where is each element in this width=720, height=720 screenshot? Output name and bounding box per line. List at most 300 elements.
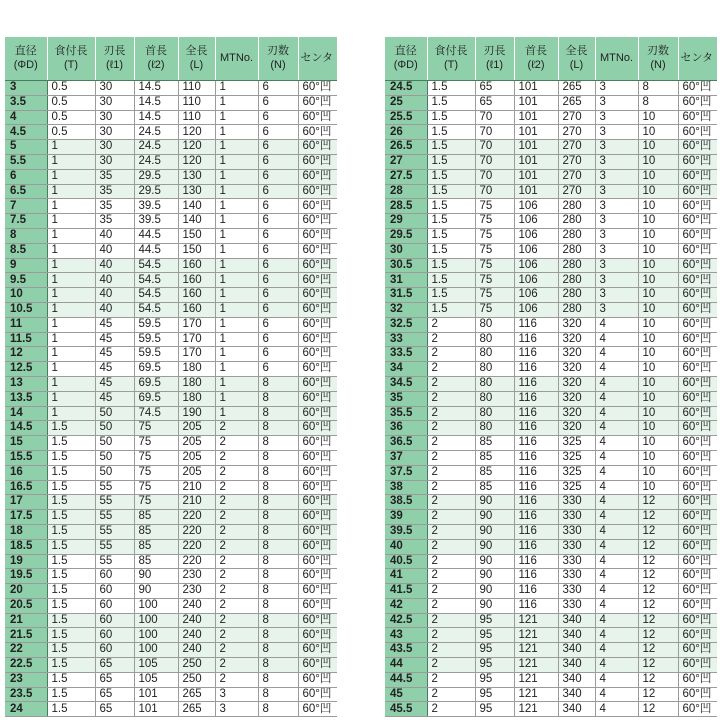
- cell-flute-count: 10: [638, 169, 678, 184]
- cell-mt-no: 1: [215, 199, 258, 214]
- cell-flute-length: 45: [95, 317, 134, 332]
- cell-flute-count: 6: [258, 125, 298, 140]
- cell-flute-count: 8: [258, 510, 298, 525]
- cell-chamfer-length: 1: [47, 258, 95, 273]
- cell-mt-no: 4: [595, 332, 638, 347]
- cell-mt-no: 4: [595, 480, 638, 495]
- cell-flute-length: 55: [95, 539, 134, 554]
- cell-flute-count: 12: [638, 658, 678, 673]
- cell-mt-no: 2: [215, 524, 258, 539]
- table-row: [385, 628, 717, 643]
- cell-diameter: 33: [385, 332, 427, 347]
- cell-center: 60°凹: [298, 406, 337, 421]
- cell-chamfer-length: 1: [47, 154, 95, 169]
- cell-mt-no: 3: [215, 702, 258, 717]
- cell-flute-length: 55: [95, 524, 134, 539]
- cell-overall-length: 320: [558, 347, 595, 362]
- table-row: [385, 140, 717, 155]
- cell-neck-length: 44.5: [134, 228, 178, 243]
- cell-chamfer-length: 0.5: [47, 81, 95, 96]
- cell-chamfer-length: 2: [427, 495, 475, 510]
- table-row: [385, 480, 717, 495]
- cell-mt-no: 1: [215, 317, 258, 332]
- cell-overall-length: 210: [178, 495, 215, 510]
- cell-diameter: 8: [5, 228, 47, 243]
- cell-chamfer-length: 2: [427, 584, 475, 599]
- cell-overall-length: 330: [558, 598, 595, 613]
- cell-flute-length: 30: [95, 140, 134, 155]
- cell-chamfer-length: 2: [427, 406, 475, 421]
- cell-diameter: 40.5: [385, 554, 427, 569]
- col-header-chamfer-length: 食付長 (T): [427, 37, 475, 81]
- cell-chamfer-length: 2: [427, 598, 475, 613]
- cell-neck-length: 75: [134, 480, 178, 495]
- cell-flute-length: 90: [475, 569, 514, 584]
- cell-chamfer-length: 2: [427, 332, 475, 347]
- table-row: [5, 554, 337, 569]
- cell-mt-no: 4: [595, 702, 638, 717]
- cell-flute-count: 12: [638, 524, 678, 539]
- cell-flute-count: 8: [258, 643, 298, 658]
- cell-center: 60°凹: [298, 154, 337, 169]
- cell-diameter: 42.5: [385, 613, 427, 628]
- table-row: [385, 450, 717, 465]
- cell-overall-length: 280: [558, 302, 595, 317]
- table-row: [5, 362, 337, 377]
- cell-center: 60°凹: [678, 288, 717, 303]
- cell-chamfer-length: 0.5: [47, 125, 95, 140]
- table-row: [5, 539, 337, 554]
- cell-center: 60°凹: [298, 495, 337, 510]
- cell-chamfer-length: 1.5: [47, 628, 95, 643]
- cell-center: 60°凹: [678, 258, 717, 273]
- cell-flute-count: 8: [258, 598, 298, 613]
- table-row: [5, 495, 337, 510]
- cell-diameter: 31.5: [385, 288, 427, 303]
- cell-center: 60°凹: [678, 480, 717, 495]
- cell-neck-length: 100: [134, 628, 178, 643]
- cell-neck-length: 59.5: [134, 332, 178, 347]
- cell-center: 60°凹: [678, 436, 717, 451]
- cell-chamfer-length: 1.5: [427, 81, 475, 96]
- cell-mt-no: 2: [215, 658, 258, 673]
- cell-flute-count: 10: [638, 465, 678, 480]
- cell-mt-no: 1: [215, 273, 258, 288]
- cell-flute-count: 10: [638, 480, 678, 495]
- cell-flute-length: 90: [475, 539, 514, 554]
- col-header-overall-length: 全長 (L): [558, 37, 595, 81]
- cell-neck-length: 29.5: [134, 184, 178, 199]
- cell-flute-count: 10: [638, 273, 678, 288]
- cell-flute-length: 85: [475, 480, 514, 495]
- cell-flute-length: 45: [95, 362, 134, 377]
- table-row: [5, 154, 337, 169]
- cell-diameter: 15.5: [5, 450, 47, 465]
- cell-flute-count: 10: [638, 125, 678, 140]
- cell-chamfer-length: 2: [427, 672, 475, 687]
- cell-overall-length: 330: [558, 524, 595, 539]
- cell-neck-length: 24.5: [134, 140, 178, 155]
- cell-mt-no: 4: [595, 347, 638, 362]
- cell-overall-length: 340: [558, 687, 595, 702]
- cell-center: 60°凹: [298, 687, 337, 702]
- cell-mt-no: 1: [215, 140, 258, 155]
- cell-flute-length: 90: [475, 554, 514, 569]
- cell-overall-length: 170: [178, 332, 215, 347]
- cell-overall-length: 220: [178, 539, 215, 554]
- cell-center: 60°凹: [298, 302, 337, 317]
- cell-overall-length: 130: [178, 169, 215, 184]
- cell-center: 60°凹: [678, 125, 717, 140]
- cell-center: 60°凹: [298, 391, 337, 406]
- cell-center: 60°凹: [298, 613, 337, 628]
- cell-chamfer-length: 1.5: [47, 569, 95, 584]
- cell-center: 60°凹: [678, 495, 717, 510]
- cell-neck-length: 69.5: [134, 391, 178, 406]
- cell-mt-no: 1: [215, 169, 258, 184]
- cell-flute-count: 10: [638, 110, 678, 125]
- cell-overall-length: 340: [558, 672, 595, 687]
- cell-chamfer-length: 1: [47, 288, 95, 303]
- cell-flute-count: 8: [258, 569, 298, 584]
- cell-flute-count: 8: [258, 539, 298, 554]
- cell-diameter: 36.5: [385, 436, 427, 451]
- cell-neck-length: 44.5: [134, 243, 178, 258]
- cell-neck-length: 116: [514, 421, 558, 436]
- cell-flute-length: 90: [475, 524, 514, 539]
- col-header-diameter: 直径 (ΦD): [385, 37, 427, 81]
- cell-chamfer-length: 1.5: [47, 465, 95, 480]
- cell-overall-length: 270: [558, 184, 595, 199]
- cell-mt-no: 3: [595, 199, 638, 214]
- cell-flute-count: 12: [638, 584, 678, 599]
- cell-flute-length: 75: [475, 243, 514, 258]
- table-row: [5, 95, 337, 110]
- cell-center: 60°凹: [298, 598, 337, 613]
- cell-neck-length: 74.5: [134, 406, 178, 421]
- cell-center: 60°凹: [298, 510, 337, 525]
- cell-mt-no: 2: [215, 613, 258, 628]
- table-row: [5, 569, 337, 584]
- cell-center: 60°凹: [678, 450, 717, 465]
- table-row: [5, 450, 337, 465]
- cell-diameter: 11: [5, 317, 47, 332]
- cell-flute-count: 8: [258, 391, 298, 406]
- cell-flute-length: 95: [475, 672, 514, 687]
- cell-flute-count: 12: [638, 672, 678, 687]
- cell-flute-count: 10: [638, 332, 678, 347]
- cell-overall-length: 160: [178, 273, 215, 288]
- cell-diameter: 41.5: [385, 584, 427, 599]
- cell-flute-count: 8: [258, 672, 298, 687]
- cell-center: 60°凹: [678, 702, 717, 717]
- cell-diameter: 45: [385, 687, 427, 702]
- table-row: [385, 288, 717, 303]
- table-row: [5, 258, 337, 273]
- cell-chamfer-length: 2: [427, 450, 475, 465]
- cell-diameter: 42: [385, 598, 427, 613]
- table-row: [5, 110, 337, 125]
- cell-mt-no: 3: [595, 140, 638, 155]
- cell-flute-length: 55: [95, 554, 134, 569]
- table-row: [385, 687, 717, 702]
- cell-flute-length: 65: [95, 672, 134, 687]
- cell-chamfer-length: 1.5: [47, 598, 95, 613]
- cell-flute-length: 50: [95, 421, 134, 436]
- table-row: [5, 643, 337, 658]
- table-row: [5, 81, 337, 96]
- cell-flute-length: 75: [475, 214, 514, 229]
- cell-diameter: 3.5: [5, 95, 47, 110]
- cell-diameter: 35.5: [385, 406, 427, 421]
- cell-flute-length: 60: [95, 598, 134, 613]
- cell-flute-count: 6: [258, 228, 298, 243]
- cell-center: 60°凹: [678, 347, 717, 362]
- cell-overall-length: 325: [558, 465, 595, 480]
- cell-flute-length: 65: [475, 81, 514, 96]
- cell-diameter: 19: [5, 554, 47, 569]
- cell-mt-no: 3: [595, 95, 638, 110]
- cell-neck-length: 116: [514, 569, 558, 584]
- table-row: [5, 228, 337, 243]
- cell-flute-count: 6: [258, 154, 298, 169]
- cell-neck-length: 85: [134, 539, 178, 554]
- cell-chamfer-length: 1.5: [427, 169, 475, 184]
- cell-neck-length: 75: [134, 495, 178, 510]
- cell-overall-length: 120: [178, 154, 215, 169]
- cell-neck-length: 116: [514, 480, 558, 495]
- cell-flute-count: 10: [638, 228, 678, 243]
- cell-diameter: 22: [5, 643, 47, 658]
- cell-center: 60°凹: [298, 214, 337, 229]
- table-row: [385, 524, 717, 539]
- cell-center: 60°凹: [678, 184, 717, 199]
- cell-overall-length: 110: [178, 110, 215, 125]
- cell-overall-length: 120: [178, 140, 215, 155]
- cell-center: 60°凹: [678, 406, 717, 421]
- cell-mt-no: 4: [595, 598, 638, 613]
- cell-chamfer-length: 0.5: [47, 95, 95, 110]
- col-header-neck-length: 首長 (ℓ2): [134, 37, 178, 81]
- table-row: [385, 495, 717, 510]
- cell-center: 60°凹: [678, 376, 717, 391]
- cell-overall-length: 330: [558, 554, 595, 569]
- cell-flute-length: 40: [95, 302, 134, 317]
- cell-flute-length: 35: [95, 184, 134, 199]
- cell-center: 60°凹: [298, 465, 337, 480]
- cell-neck-length: 116: [514, 347, 558, 362]
- cell-diameter: 18: [5, 524, 47, 539]
- cell-center: 60°凹: [678, 140, 717, 155]
- cell-diameter: 19.5: [5, 569, 47, 584]
- cell-flute-length: 70: [475, 184, 514, 199]
- cell-neck-length: 116: [514, 584, 558, 599]
- cell-chamfer-length: 2: [427, 421, 475, 436]
- cell-center: 60°凹: [298, 199, 337, 214]
- cell-flute-count: 6: [258, 302, 298, 317]
- cell-flute-length: 80: [475, 406, 514, 421]
- cell-center: 60°凹: [298, 273, 337, 288]
- cell-mt-no: 2: [215, 569, 258, 584]
- cell-chamfer-length: 2: [427, 628, 475, 643]
- cell-overall-length: 270: [558, 125, 595, 140]
- cell-chamfer-length: 1.5: [427, 228, 475, 243]
- cell-overall-length: 280: [558, 228, 595, 243]
- cell-flute-count: 6: [258, 317, 298, 332]
- cell-flute-length: 95: [475, 613, 514, 628]
- cell-mt-no: 4: [595, 376, 638, 391]
- cell-flute-count: 8: [258, 584, 298, 599]
- cell-flute-length: 75: [475, 302, 514, 317]
- cell-diameter: 14: [5, 406, 47, 421]
- cell-flute-count: 8: [258, 406, 298, 421]
- table-row: [5, 687, 337, 702]
- table-row: [385, 376, 717, 391]
- cell-flute-count: 6: [258, 81, 298, 96]
- cell-flute-length: 75: [475, 288, 514, 303]
- cell-overall-length: 340: [558, 628, 595, 643]
- cell-neck-length: 116: [514, 495, 558, 510]
- cell-flute-length: 70: [475, 169, 514, 184]
- cell-flute-count: 10: [638, 154, 678, 169]
- cell-flute-length: 75: [475, 273, 514, 288]
- cell-neck-length: 105: [134, 658, 178, 673]
- cell-flute-count: 10: [638, 140, 678, 155]
- cell-overall-length: 120: [178, 125, 215, 140]
- cell-neck-length: 106: [514, 243, 558, 258]
- cell-mt-no: 1: [215, 243, 258, 258]
- cell-overall-length: 220: [178, 524, 215, 539]
- cell-center: 60°凹: [298, 643, 337, 658]
- table-row: [5, 391, 337, 406]
- cell-diameter: 25: [385, 95, 427, 110]
- table-row: [5, 140, 337, 155]
- cell-chamfer-length: 1: [47, 184, 95, 199]
- cell-center: 60°凹: [678, 524, 717, 539]
- table-row: [5, 480, 337, 495]
- cell-neck-length: 105: [134, 672, 178, 687]
- cell-diameter: 28: [385, 184, 427, 199]
- cell-center: 60°凹: [678, 317, 717, 332]
- cell-overall-length: 240: [178, 613, 215, 628]
- cell-center: 60°凹: [678, 421, 717, 436]
- cell-overall-length: 280: [558, 214, 595, 229]
- cell-mt-no: 1: [215, 214, 258, 229]
- cell-center: 60°凹: [678, 302, 717, 317]
- cell-center: 60°凹: [298, 169, 337, 184]
- cell-center: 60°凹: [298, 376, 337, 391]
- cell-flute-length: 80: [475, 362, 514, 377]
- cell-diameter: 41: [385, 569, 427, 584]
- cell-overall-length: 340: [558, 702, 595, 717]
- cell-chamfer-length: 2: [427, 362, 475, 377]
- cell-mt-no: 1: [215, 362, 258, 377]
- cell-overall-length: 110: [178, 95, 215, 110]
- cell-center: 60°凹: [298, 480, 337, 495]
- cell-neck-length: 85: [134, 554, 178, 569]
- cell-neck-length: 90: [134, 569, 178, 584]
- cell-chamfer-length: 1.5: [47, 421, 95, 436]
- cell-diameter: 6.5: [5, 184, 47, 199]
- cell-flute-length: 60: [95, 628, 134, 643]
- cell-chamfer-length: 2: [427, 613, 475, 628]
- cell-neck-length: 101: [514, 140, 558, 155]
- cell-mt-no: 4: [595, 406, 638, 421]
- cell-mt-no: 4: [595, 658, 638, 673]
- cell-flute-length: 75: [475, 258, 514, 273]
- cell-flute-count: 6: [258, 362, 298, 377]
- col-header-mt-no: MTNo.: [215, 37, 258, 81]
- cell-chamfer-length: 1.5: [47, 613, 95, 628]
- cell-diameter: 31: [385, 273, 427, 288]
- table-row: [385, 554, 717, 569]
- cell-mt-no: 4: [595, 436, 638, 451]
- cell-mt-no: 2: [215, 672, 258, 687]
- cell-flute-count: 8: [258, 687, 298, 702]
- cell-flute-length: 50: [95, 436, 134, 451]
- cell-chamfer-length: 2: [427, 658, 475, 673]
- cell-overall-length: 340: [558, 613, 595, 628]
- cell-flute-length: 30: [95, 81, 134, 96]
- cell-flute-count: 6: [258, 347, 298, 362]
- cell-flute-length: 95: [475, 658, 514, 673]
- table-row: [385, 510, 717, 525]
- table-row: [385, 539, 717, 554]
- cell-chamfer-length: 1.5: [47, 702, 95, 717]
- table-row: [385, 658, 717, 673]
- cell-diameter: 5.5: [5, 154, 47, 169]
- table-row: [385, 347, 717, 362]
- table-row: [385, 421, 717, 436]
- cell-mt-no: 2: [215, 480, 258, 495]
- cell-flute-count: 8: [258, 436, 298, 451]
- cell-chamfer-length: 1.5: [47, 672, 95, 687]
- cell-flute-length: 70: [475, 140, 514, 155]
- cell-flute-count: 8: [638, 95, 678, 110]
- cell-chamfer-length: 1.5: [427, 140, 475, 155]
- cell-flute-count: 12: [638, 495, 678, 510]
- cell-flute-count: 8: [258, 658, 298, 673]
- cell-diameter: 10.5: [5, 302, 47, 317]
- cell-neck-length: 121: [514, 672, 558, 687]
- cell-diameter: 37.5: [385, 465, 427, 480]
- cell-neck-length: 116: [514, 406, 558, 421]
- cell-neck-length: 116: [514, 332, 558, 347]
- cell-mt-no: 1: [215, 184, 258, 199]
- cell-flute-count: 6: [258, 169, 298, 184]
- cell-mt-no: 1: [215, 376, 258, 391]
- table-row: [5, 347, 337, 362]
- cell-center: 60°凹: [678, 391, 717, 406]
- cell-overall-length: 265: [558, 95, 595, 110]
- cell-flute-count: 12: [638, 554, 678, 569]
- cell-diameter: 23: [5, 672, 47, 687]
- cell-diameter: 20: [5, 584, 47, 599]
- cell-mt-no: 1: [215, 154, 258, 169]
- cell-mt-no: 4: [595, 421, 638, 436]
- cell-mt-no: 4: [595, 450, 638, 465]
- cell-overall-length: 180: [178, 391, 215, 406]
- cell-chamfer-length: 1.5: [47, 524, 95, 539]
- cell-center: 60°凹: [678, 81, 717, 96]
- cell-flute-count: 6: [258, 288, 298, 303]
- cell-chamfer-length: 1.5: [427, 273, 475, 288]
- cell-overall-length: 320: [558, 317, 595, 332]
- cell-diameter: 7.5: [5, 214, 47, 229]
- cell-diameter: 11.5: [5, 332, 47, 347]
- cell-flute-length: 65: [95, 702, 134, 717]
- cell-chamfer-length: 1.5: [427, 288, 475, 303]
